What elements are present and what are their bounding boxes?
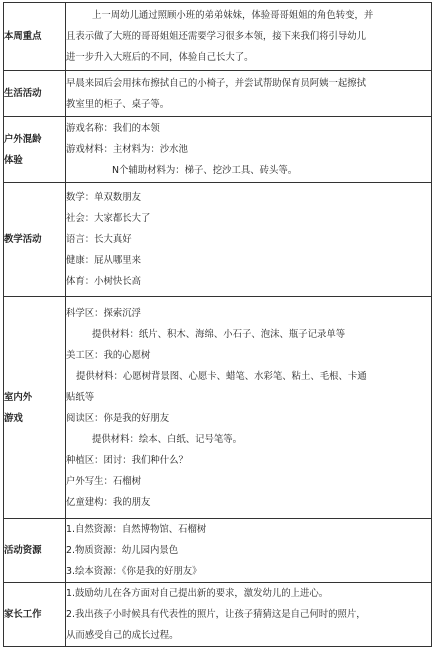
label-line-1: 室内外 (4, 391, 33, 403)
weekly-focus-line-3: 进一步升入大班后的不同，体验自己长大了。 (66, 52, 254, 63)
outdoor-mixed-age-content (66, 117, 432, 183)
row-daily-life (4, 71, 432, 117)
teaching-social-line: 社会：大家都长大了 (66, 213, 151, 224)
label-line-2: 体验 (4, 154, 23, 166)
teaching-language-line: 语言：长大真好 (66, 234, 132, 245)
daily-life-content (66, 71, 432, 117)
game-aux-materials-line: N个辅助材料为：梯子、挖沙工具、砖头等。 (112, 165, 298, 176)
teaching-math-line: 数学：单双数朋友 (66, 192, 142, 203)
label-line-2: 游戏 (4, 412, 23, 424)
teaching-activities-content (66, 183, 432, 297)
daily-life-line-1: 早晨来园后会用抹布擦拭自己的小椅子，并尝试帮助保育员阿姨一起擦拭 (66, 77, 367, 89)
science-area-line: 科学区：探索沉浮 (66, 307, 142, 319)
game-materials-line: 游戏材料：主材料为：沙水池 (66, 144, 188, 155)
art-materials-line-cont: 贴纸等 (66, 391, 95, 403)
weekly-plan-table (3, 2, 432, 647)
row-label-activity-resources: 活动资源 (4, 519, 66, 583)
row-weekly-focus (4, 3, 432, 71)
game-name-line: 游戏名称：我们的本领 (66, 123, 160, 134)
row-label-weekly-focus: 本周重点 (4, 3, 66, 71)
weekly-focus-line-1: 上一周幼儿通过照顾小班的弟弟妹妹，体验哥哥姐姐的角色转变，并 (92, 10, 374, 21)
art-materials-line: 提供材料：心愿树背景图、心愿卡、蜡笔、水彩笔、粘土、毛根、卡通 (76, 370, 367, 382)
row-outdoor-mixed-age (4, 117, 432, 183)
activity-resources-content (66, 519, 432, 583)
row-teaching-activities (4, 183, 432, 297)
row-label-outdoor-mixed-age (4, 117, 66, 183)
parent-work-line-3: 从而感受自己的成长过程。 (66, 630, 179, 641)
daily-life-line-2: 教室里的柜子、桌子等。 (66, 98, 170, 110)
art-area-line: 美工区：我的心愿树 (66, 349, 151, 361)
natural-resources-line: 1.自然资源：自然博物馆、石榴树 (66, 524, 207, 535)
row-activity-resources (4, 519, 432, 583)
weekly-focus-content (66, 3, 432, 71)
planting-area-line: 种植区：团讨：我们种什么？ (66, 454, 188, 466)
weekly-focus-line-2: 且表示做了大班的哥哥姐姐还需要学习很多本领，接下来我们将引导幼儿 (66, 31, 367, 42)
parent-work-line-2: 2.我出孩子小时候具有代表性的照片，让孩子猜猜这是自己何时的照片， (66, 609, 366, 620)
row-parent-work (4, 583, 432, 647)
outdoor-sketch-line: 户外写生：石榴树 (66, 475, 142, 487)
material-resources-line: 2.物质资源：幼儿园内景色 (66, 545, 179, 556)
parent-work-line-1: 1.鼓励幼儿在各方面对自己提出新的要求，激发幼儿的上进心。 (66, 588, 329, 599)
row-label-teaching-activities: 教学活动 (4, 183, 66, 297)
parent-work-content (66, 583, 432, 647)
row-label-parent-work: 家长工作 (4, 583, 66, 647)
reading-area-line: 阅读区：你是我的好朋友 (66, 412, 170, 424)
science-materials-line: 提供材料：纸片、积木、海绵、小石子、泡沫、瓶子记录单等 (92, 328, 346, 340)
label-line-1: 户外混龄 (4, 133, 42, 145)
row-label-indoor-outdoor-games (4, 297, 66, 519)
reading-materials-line: 提供材料：绘本、白纸、记号笔等。 (92, 433, 243, 445)
teaching-health-line: 健康：屁从哪里来 (66, 255, 142, 266)
construction-line: 亿童建构：我的朋友 (66, 496, 151, 508)
picture-book-resources-line: 3.绘本资源：《你是我的好朋友》 (66, 566, 202, 577)
indoor-outdoor-games-content (66, 297, 432, 519)
row-indoor-outdoor-games (4, 297, 432, 519)
row-label-daily-life: 生活活动 (4, 71, 66, 117)
teaching-pe-line: 体育：小树快长高 (66, 276, 142, 287)
